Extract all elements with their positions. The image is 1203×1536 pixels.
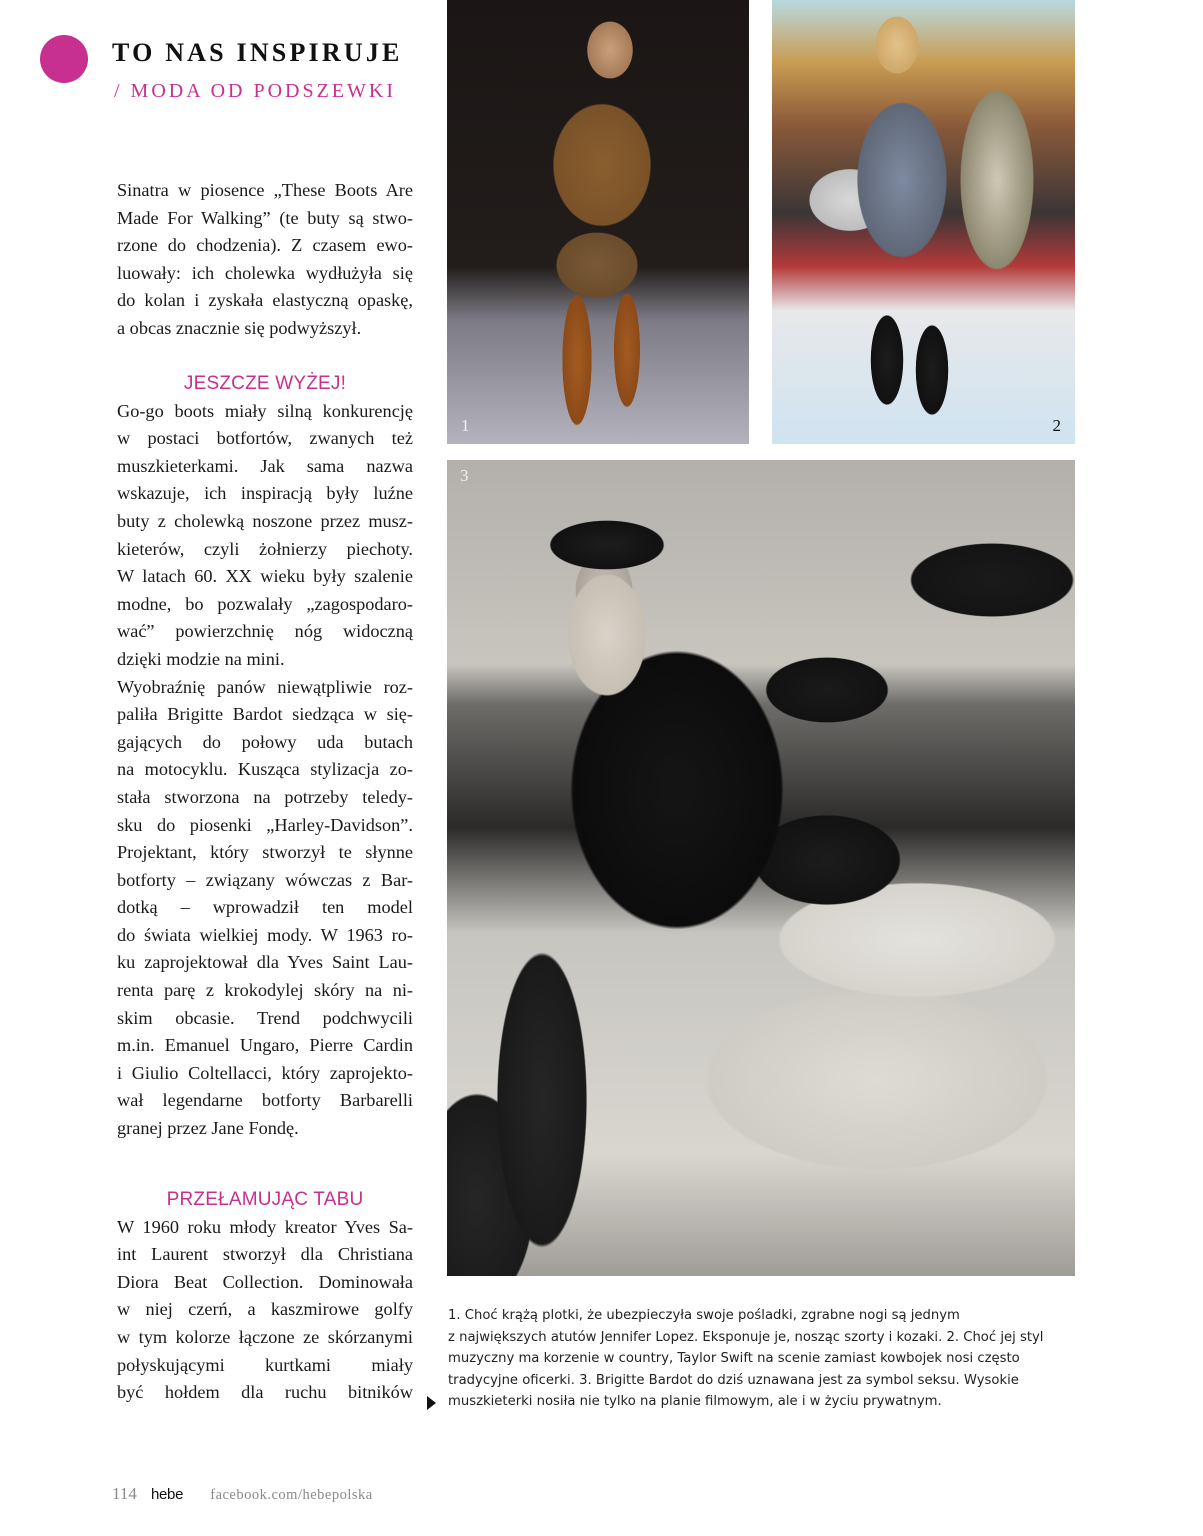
photo-jennifer-lopez <box>447 0 749 444</box>
text-line: Sinatra w piosence „These Boots Are <box>117 180 413 200</box>
text-line: skim obcasie. Trend podchwycili <box>117 1007 413 1028</box>
photo-number: 3 <box>460 466 469 485</box>
text-line: luowały: ich cholewka wydłużyła się <box>117 262 413 283</box>
continue-arrow-icon <box>427 1396 436 1410</box>
text-line: sku do piosenki „Harley-Davidson”. <box>117 814 413 835</box>
text-line: muszkieterkami. Jak sama nazwa <box>117 455 413 476</box>
text-line: wać” powierzchnię nóg widoczną <box>117 621 413 642</box>
text-line: Diora Beat Collection. Dominowała <box>117 1271 413 1292</box>
section-kicker: TO NAS INSPIRUJE <box>112 38 403 67</box>
text-line: w tym kolorze łączone ze skórzanymi <box>117 1326 413 1347</box>
brand-logo: hebe <box>150 1486 184 1503</box>
caption-line: muszkieterki nosiła nie tylko na planie filmowym, ale i w życiu prywatnym. <box>448 1394 942 1409</box>
photo-number: 1 <box>461 416 470 435</box>
text-line: a obcas znacznie się podwyższył. <box>117 317 362 338</box>
text-line: W latach 60. XX wieku były szalenie <box>117 566 413 587</box>
text-line: do kolan i zyskała elastyczną opaskę, <box>117 290 413 311</box>
photo-brigitte-bardot <box>447 460 1075 1276</box>
text-line: być hołdem dla ruchu bitników <box>117 1382 413 1403</box>
text-line: dzięki modzie na mini. <box>117 648 285 669</box>
text-line: i Giulio Coltellacci, który zaprojekto- <box>117 1062 413 1083</box>
page-footer <box>112 1484 373 1504</box>
caption-line: 1. Choć krążą plotki, że ubezpieczyła swoje pośladki, zgrabne nogi są jednym <box>448 1308 960 1323</box>
text-line: połyskującymi kurtkami miały <box>117 1354 413 1375</box>
text-line: modne, bo pozwalały „zagospodaro- <box>117 593 413 614</box>
text-line: Wyobraźnię panów niewątpliwie roz- <box>117 676 413 697</box>
text-line: kieterów, czyli żołnierzy piechoty. <box>117 538 413 559</box>
caption-line: z największych atutów Jennifer Lopez. Eksponuje je, nosząc szorty i kozaki. 2. Choć jej styl <box>448 1329 1044 1345</box>
text-line: int Laurent stworzył dla Christiana <box>117 1244 413 1265</box>
section-subkicker: / MODA OD PODSZEWKI <box>114 80 396 102</box>
text-line: dotką – wprowadził ten model <box>117 897 413 918</box>
photo-caption <box>448 1305 1088 1413</box>
accent-circle-icon <box>40 35 88 83</box>
caption-line: tradycyjne oficerki. 3. Brigitte Bardot do dziś uznawana jest za symbol seksu. Wysokie <box>448 1372 1019 1388</box>
text-line: W 1960 roku młody kreator Yves Sa- <box>117 1216 413 1237</box>
text-line: granej przez Jane Fondę. <box>117 1118 299 1139</box>
text-line: rzone do chodzenia). Z czasem ewo- <box>117 235 413 256</box>
caption-line: muzyczny ma korzenie w country, Taylor Swift na scenie zamiast kowbojek nosi często <box>448 1351 1020 1366</box>
text-line: Projektant, który stworzył te słynne <box>117 842 413 863</box>
text-line: ku zaprojektował dla Yves Saint Lau- <box>117 952 413 973</box>
article-section-1 <box>117 370 413 1143</box>
text-line: m.in. Emanuel Ungaro, Pierre Cardin <box>117 1035 413 1056</box>
text-line: w niej czerń, a kaszmirowe golfy <box>117 1299 413 1320</box>
text-line: botforty – związany wówczas z Bar- <box>117 869 413 890</box>
text-line: stała stworzona na potrzeby teledy- <box>117 786 413 807</box>
text-line: buty z cholewką noszone przez musz- <box>117 510 413 531</box>
section-heading: JESZCZE WYŻEJ! <box>183 373 347 394</box>
social-link[interactable]: facebook.com/hebepolska <box>210 1487 373 1503</box>
section-heading: PRZEŁAMUJĄC TABU <box>166 1189 364 1210</box>
text-line: Go-go boots miały silną konkurencję <box>117 400 413 421</box>
text-line: na motocyklu. Kusząca stylizacja zo- <box>117 759 413 780</box>
article-section-2 <box>117 1186 413 1407</box>
text-line: paliła Brigitte Bardot siedząca w się- <box>117 704 413 725</box>
article-intro <box>117 177 413 343</box>
photo-taylor-swift <box>772 0 1075 444</box>
text-line: w postaci botfortów, zwanych też <box>117 428 413 449</box>
text-line: gających do połowy uda butach <box>117 731 413 752</box>
text-line: do świata wielkiej mody. W 1963 ro- <box>117 924 413 945</box>
text-line: wał legendarne botforty Barbarelli <box>117 1090 413 1111</box>
text-line: Made For Walking” (te buty są stwo- <box>117 207 413 228</box>
page-number: 114 <box>112 1484 137 1503</box>
text-line: renta parę z krokodylej skóry na ni- <box>117 980 413 1001</box>
photo-number: 2 <box>1052 416 1061 435</box>
text-line: wskazuje, ich inspiracją były luźne <box>117 483 413 504</box>
